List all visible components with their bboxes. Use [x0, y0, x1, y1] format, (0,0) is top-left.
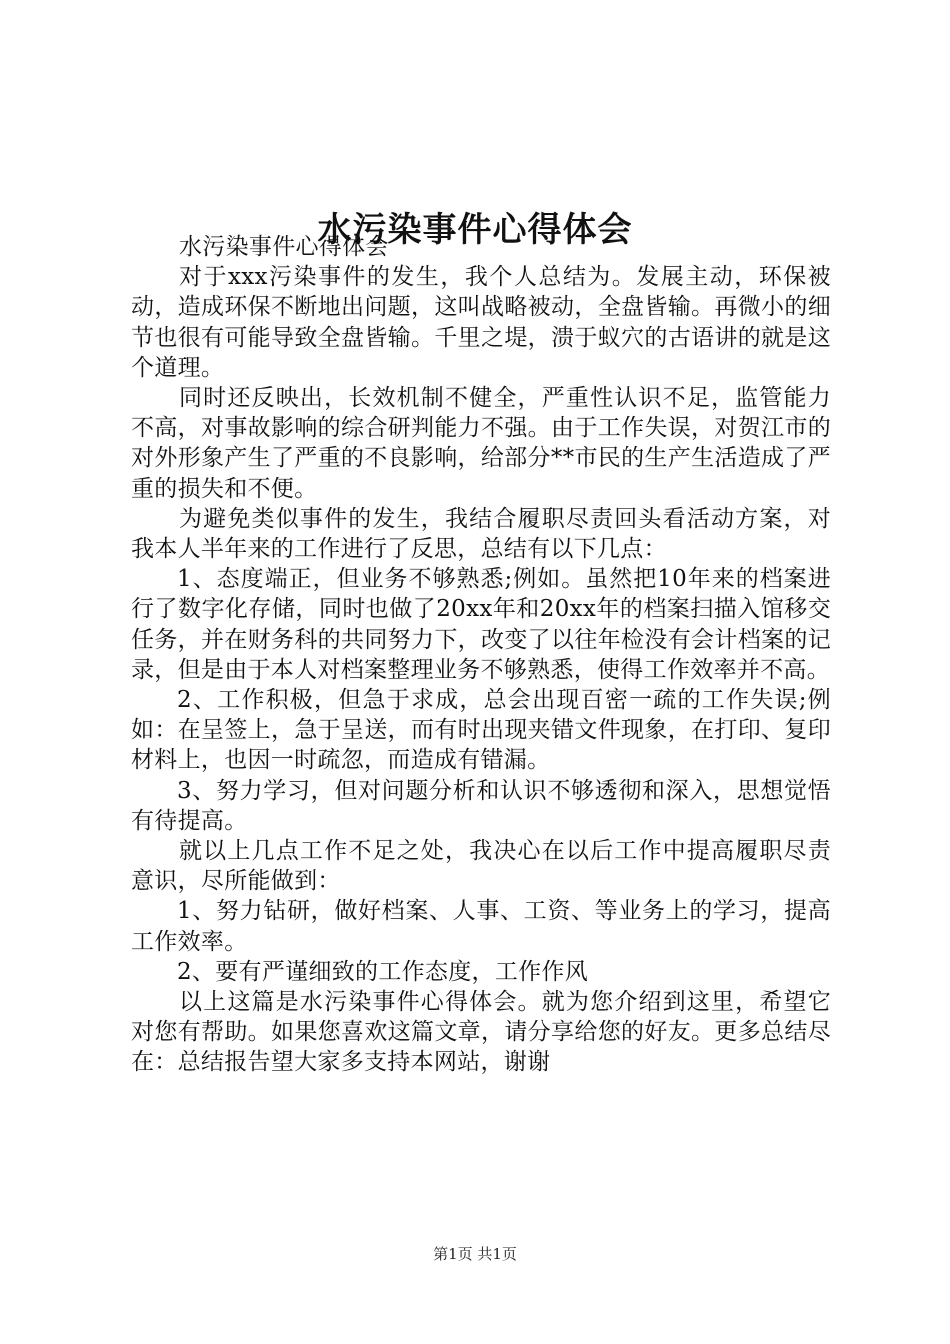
paragraph-reflection: 同时还反映出，长效机制不健全，严重性认识不足，监管能力不高，对事故影响的综合研判能力不强。由于工作失误，对贺江市的对外形象产生了严重的不良影响，给部分**市民的生产生活造成了严重的损失和不便。: [131, 385, 831, 502]
paragraph-summary: 对于xxx污染事件的发生，我个人总结为。发展主动，环保被动，造成环保不断地出问题，这叫战略被动，全盘皆输。再微小的细节也很有可能导致全盘皆输。千里之堤，溃于蚁穴的古语讲的就是这个道理。: [131, 264, 831, 381]
paragraph-resolution: 就以上几点工作不足之处，我决心在以后工作中提高履职尽责意识，尽所能做到：: [131, 838, 831, 895]
list-item-point-1: 1、态度端正，但业务不够熟悉;例如。虽然把10年来的档案进行了数字化存储，同时也做了20xx年和20xx年的档案扫描入馆移交任务，并在财务科的共同努力下，改变了以往年检没有会计档案的记录，但是由于本人对档案整理业务不够熟悉，使得工作效率并不高。: [131, 566, 831, 683]
paragraph-closing: 以上这篇是水污染事件心得体会。就为您介绍到这里，希望它对您有帮助。如果您喜欢这篇文章，请分享给您的好友。更多总结尽在：总结报告望大家多支持本网站，谢谢: [131, 989, 831, 1076]
document-title: 水污染事件心得体会: [317, 209, 633, 250]
list-item-point-2: 2、工作积极，但急于求成，总会出现百密一疏的工作失误;例如：在呈签上，急于呈送，而有时出现夹错文件现象，在打印、复印材料上，也因一时疏忽，而造成有错漏。: [131, 687, 831, 774]
list-item-goal-1: 1、努力钻研，做好档案、人事、工资、等业务上的学习，提高工作效率。: [131, 898, 831, 955]
paragraph-subtitle: 水污染事件心得体会: [179, 234, 389, 260]
paragraph-intro-points: 为避免类似事件的发生，我结合履职尽责回头看活动方案，对我本人半年来的工作进行了反思，总结有以下几点：: [131, 505, 831, 563]
page-number-footer: 第1页 共1页: [433, 1245, 517, 1263]
list-item-goal-2: 2、要有严谨细致的工作态度，工作作风: [177, 958, 589, 985]
list-item-point-3: 3、努力学习，但对问题分析和认识不够透彻和深入，思想觉悟有待提高。: [131, 777, 831, 834]
document-body: [131, 232, 831, 1078]
